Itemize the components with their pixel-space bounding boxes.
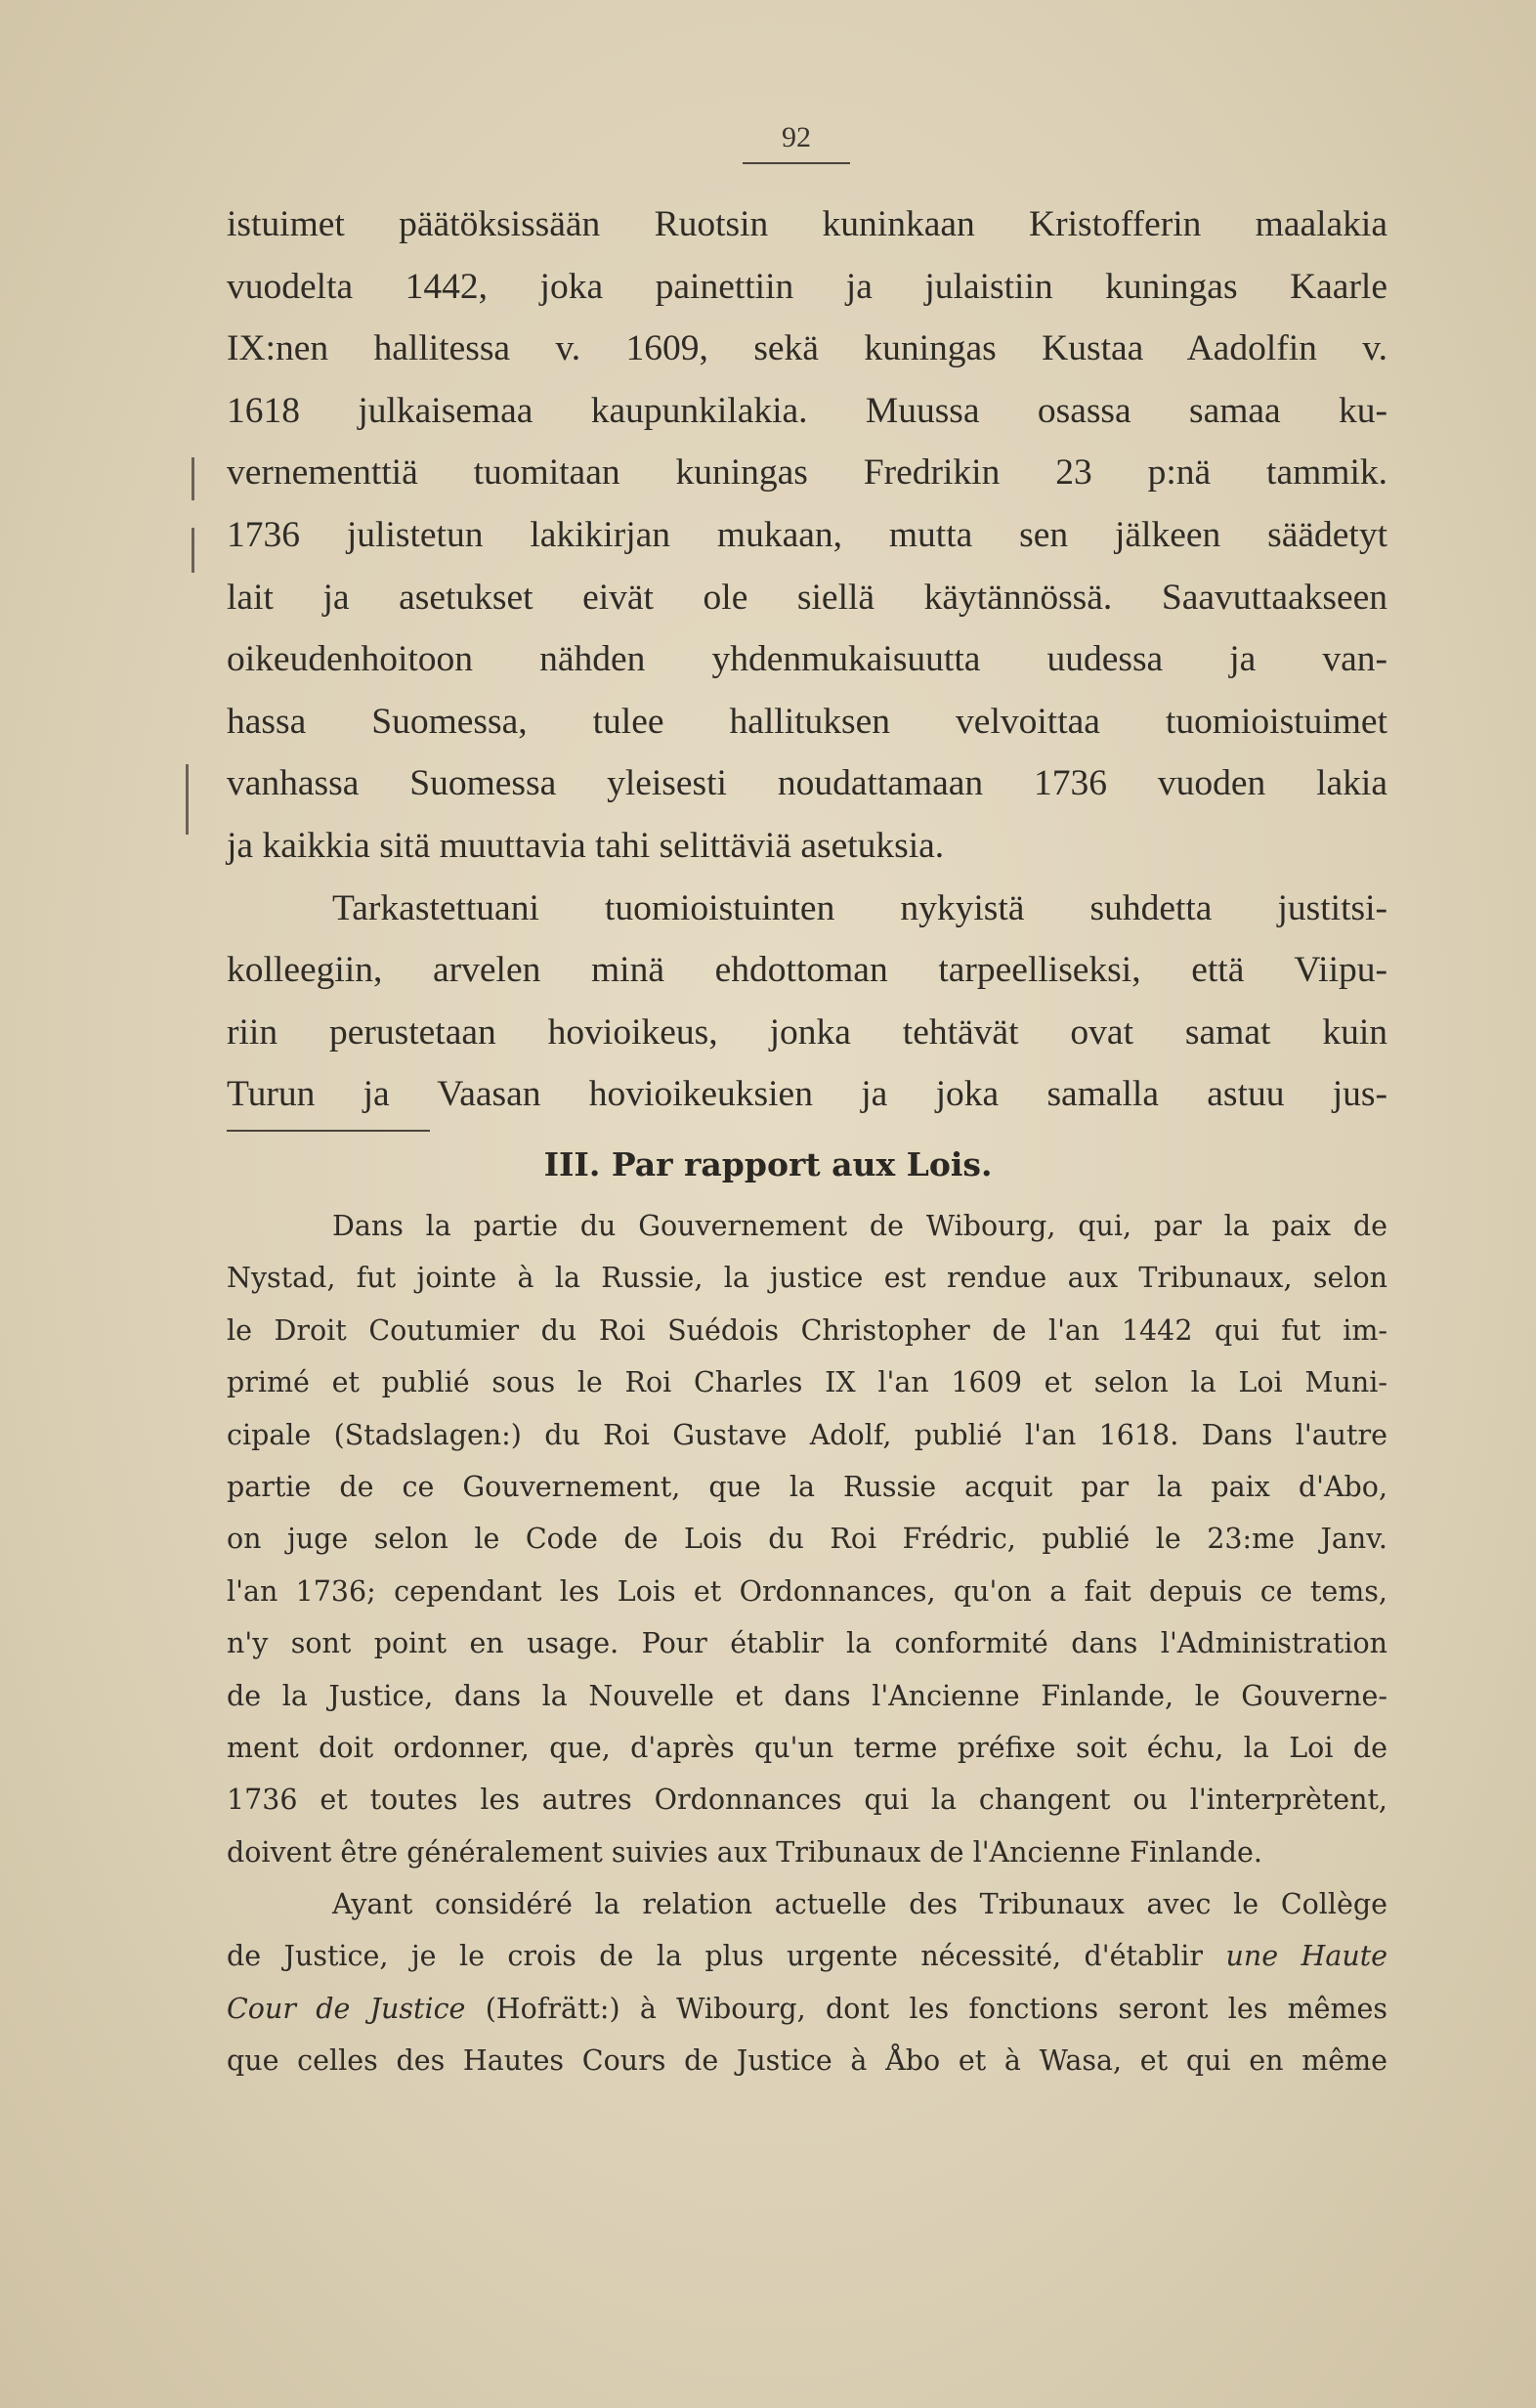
french-line-15 bbox=[227, 1930, 1387, 1982]
finnish-line-7: lait ja asetukset eivät ole siellä käytännössä. Saavuttaakseen bbox=[227, 577, 1387, 618]
french-line-16-text: (Hofrätt:) à Wibourg, dont les fonctions seront les mêmes bbox=[485, 1992, 1388, 2025]
french-line-13: doivent être généralement suivies aux Tribunaux de l'Ancienne Finlande. bbox=[227, 1835, 1262, 1869]
french-line-9: n'y sont point en usage. Pour établir la conformité dans l'Administration bbox=[227, 1627, 1387, 1660]
finnish-line-5: vernementtiä tuomitaan kuningas Fredrikin 23 p:nä tammik. bbox=[227, 452, 1387, 494]
french-line-1: Dans la partie du Gouvernement de Wibourg, qui, par la paix de bbox=[332, 1210, 1387, 1242]
margin-pencil-mark-1 bbox=[192, 457, 194, 500]
page-number: 92 bbox=[782, 121, 811, 153]
french-line-15-text: de Justice, je le crois de la plus urgente nécessité, d'établir bbox=[227, 1940, 1204, 1973]
french-line-16-italic: Cour de Justice bbox=[227, 1992, 466, 2025]
french-line-5: cipale (Stadslagen:) du Roi Gustave Adolf, publié l'an 1618. Dans l'autre bbox=[227, 1418, 1387, 1451]
french-line-14: Ayant considéré la relation actuelle des Tribunaux avec le Collège bbox=[332, 1888, 1387, 1921]
french-text-block bbox=[227, 1200, 1387, 2087]
french-line-4: primé et publié sous le Roi Charles IX l'an 1609 et selon la Loi Muni- bbox=[227, 1366, 1387, 1399]
finnish-line-12: Tarkastettuani tuomioistuinten nykyistä suhdetta justitsi- bbox=[332, 887, 1387, 928]
french-line-17: que celles des Hautes Cours de Justice à Åbo et à Wasa, et qui en même bbox=[227, 2044, 1387, 2078]
french-line-3: le Droit Coutumier du Roi Suédois Christopher de l'an 1442 qui fut im- bbox=[227, 1313, 1387, 1347]
finnish-line-8: oikeudenhoitoon nähden yhdenmukaisuutta uudessa ja van- bbox=[227, 639, 1387, 680]
page-number-underline bbox=[743, 162, 850, 164]
finnish-line-4: 1618 julkaisemaa kaupunkilakia. Muussa osassa samaa ku- bbox=[227, 390, 1387, 431]
french-line-7: on juge selon le Code de Lois du Roi Frédric, publié le 23:me Janv. bbox=[227, 1523, 1387, 1556]
finnish-line-15: Turun ja Vaasan hovioikeuksien ja joka samalla astuu jus- bbox=[227, 1074, 1387, 1115]
finnish-line-9: hassa Suomessa, tulee hallituksen velvoittaa tuomioistuimet bbox=[227, 701, 1387, 742]
french-line-10: de la Justice, dans la Nouvelle et dans l'Ancienne Finlande, le Gouverne- bbox=[227, 1679, 1387, 1712]
french-line-8: l'an 1736; cependant les Lois et Ordonnances, qu'on a fait depuis ce tems, bbox=[227, 1574, 1387, 1608]
finnish-line-6: 1736 julistetun lakikirjan mukaan, mutta sen jälkeen säädetyt bbox=[227, 514, 1387, 555]
finnish-line-1: istuimet päätöksissään Ruotsin kuninkaan Kristofferin maalakia bbox=[227, 204, 1387, 244]
french-line-2: Nystad, fut jointe à la Russie, la justice est rendue aux Tribunaux, selon bbox=[227, 1262, 1387, 1295]
french-line-6: partie de ce Gouvernement, que la Russie acquit par la paix d'Abo, bbox=[227, 1470, 1387, 1503]
french-line-11: ment doit ordonner, que, d'après qu'un terme préfixe soit échu, la Loi de bbox=[227, 1731, 1387, 1764]
finnish-line-14: riin perustetaan hovioikeus, jonka tehtävät ovat samat kuin bbox=[227, 1011, 1387, 1053]
finnish-line-11: ja kaikkia sitä muuttavia tahi selittäviä asetuksia. bbox=[227, 825, 945, 866]
finnish-line-3: IX:nen hallitessa v. 1609, sekä kuningas Kustaa Aadolfin v. bbox=[227, 328, 1387, 369]
french-line-15-italic: une Haute bbox=[1225, 1940, 1388, 1973]
margin-pencil-mark-2 bbox=[192, 528, 194, 573]
finnish-line-13: kolleegiin, arvelen minä ehdottoman tarpeelliseksi, että Viipu- bbox=[227, 950, 1387, 991]
french-line-12: 1736 et toutes les autres Ordonnances qui la changent ou l'interprètent, bbox=[227, 1784, 1387, 1817]
french-section-heading: III. Par rapport aux Lois. bbox=[543, 1145, 993, 1183]
finnish-line-10: vanhassa Suomessa yleisesti noudattamaan 1736 vuoden lakia bbox=[227, 763, 1387, 804]
french-line-16 bbox=[227, 1983, 1387, 2035]
finnish-line-2: vuodelta 1442, joka painettiin ja julaistiin kuningas Kaarle bbox=[227, 266, 1387, 307]
footnote-separator-rule bbox=[227, 1130, 430, 1132]
finnish-text-block bbox=[227, 194, 1387, 1126]
margin-pencil-mark-3 bbox=[186, 764, 189, 835]
